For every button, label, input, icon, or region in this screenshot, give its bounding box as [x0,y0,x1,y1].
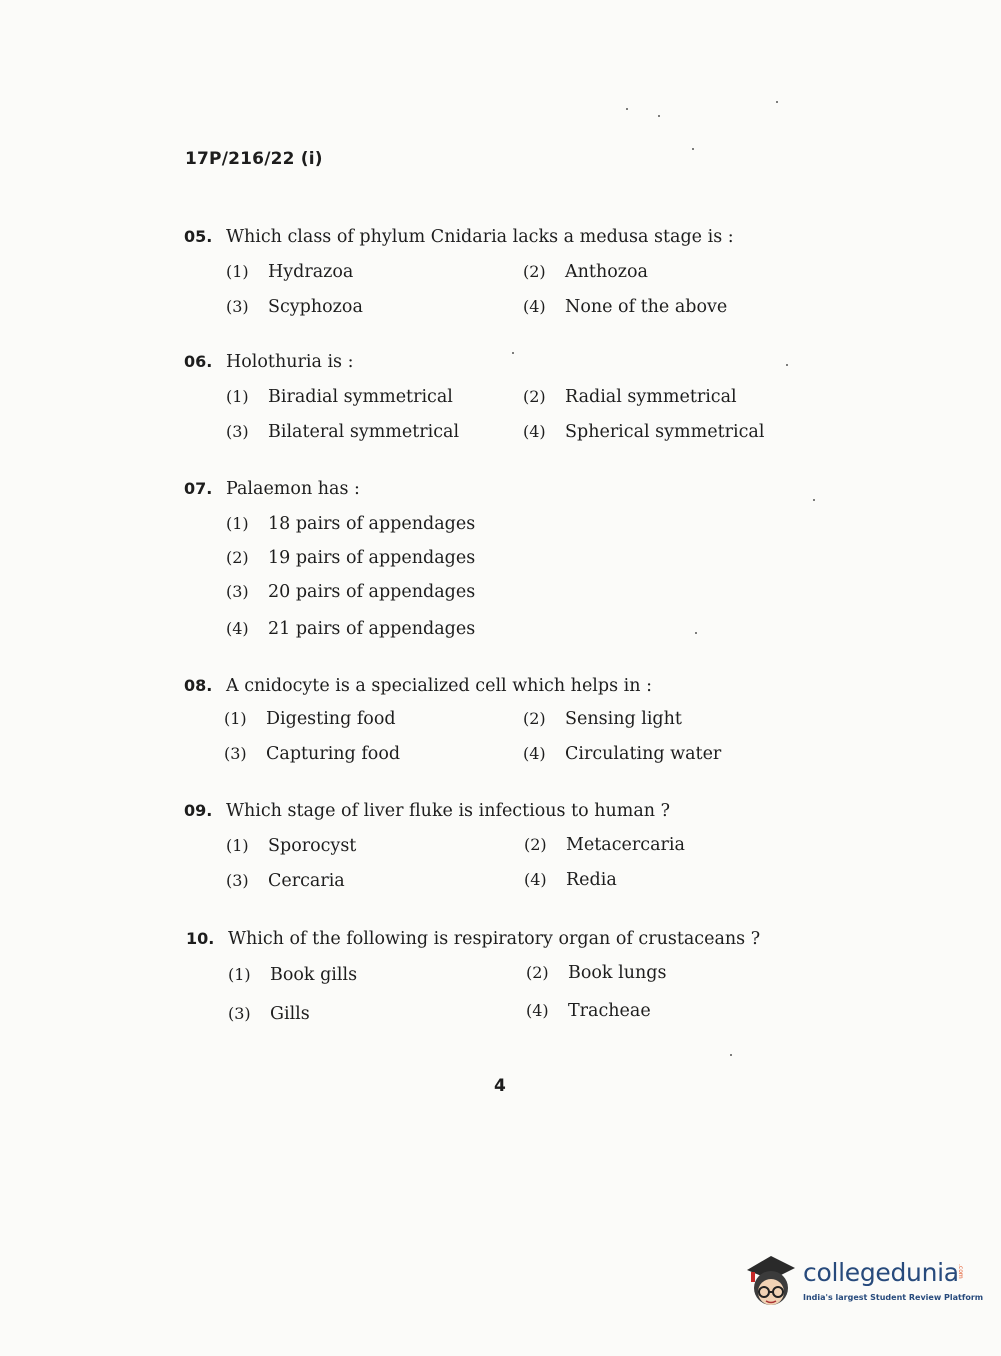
question-text: Which of the following is respiratory organ of crustaceans ? [228,929,761,949]
option-4 [524,869,617,891]
option-1 [228,964,357,986]
option-2 [524,834,685,856]
question-text: Which stage of liver fluke is infectious to human ? [226,801,671,821]
scan-speck [776,101,778,103]
paper-code: 17P/216/22 (i) [185,149,323,169]
question-text: Holothuria is : [226,352,354,372]
option-number: (2) [523,262,546,281]
option-4 [523,421,764,443]
option-4 [526,1000,651,1022]
option-text: 18 pairs of appendages [268,514,476,534]
option-text: Hydrazoa [268,262,354,282]
option-1 [226,386,453,408]
option-3 [228,1003,310,1025]
option-number: (1) [226,514,249,533]
option-text: None of the above [565,297,728,317]
option-number: (3) [226,422,249,441]
option-text: Radial symmetrical [565,387,737,407]
option-text: Sporocyst [268,836,357,856]
option-text: Spherical symmetrical [565,422,765,442]
question-number: 08. [184,676,213,695]
option-number: (1) [224,709,247,728]
question-number: 06. [184,352,213,371]
question-07 [184,478,824,639]
brand-name: collegedunia [803,1258,959,1287]
option-1 [224,708,396,730]
option-number: (3) [226,582,249,601]
question-number: 07. [184,479,213,498]
question-text: Which class of phylum Cnidaria lacks a medusa stage is : [226,227,734,247]
option-3 [226,296,363,318]
option-number: (3) [224,744,247,763]
option-3 [226,421,459,443]
option-number: (3) [228,1004,251,1023]
option-text: Cercaria [268,871,345,891]
student-mascot-icon [741,1252,799,1310]
scan-speck [730,1054,732,1056]
option-number: (3) [226,871,249,890]
option-text: Digesting food [266,709,396,729]
option-text: Gills [270,1004,310,1024]
option-4 [226,618,475,640]
brand-tagline: India's largest Student Review Platform [803,1293,984,1302]
option-1 [226,261,353,283]
option-number: (4) [524,870,547,889]
option-number: (1) [228,965,251,984]
option-number: (4) [526,1001,549,1020]
option-text: 20 pairs of appendages [268,582,476,602]
option-number: (2) [526,963,549,982]
question-10 [186,928,826,1024]
option-3 [226,581,475,603]
option-text: Book gills [270,965,358,985]
option-2 [523,386,737,408]
question-text: Palaemon has : [226,479,360,499]
question-number: 05. [184,227,213,246]
option-text: Circulating water [565,744,722,764]
option-text: Biradial symmetrical [268,387,453,407]
option-1 [226,513,475,535]
option-text: Redia [566,870,617,890]
option-number: (2) [226,548,249,567]
option-number: (1) [226,387,249,406]
option-2 [523,708,682,730]
option-text: 21 pairs of appendages [268,619,476,639]
option-number: (1) [226,836,249,855]
question-text: A cnidocyte is a specialized cell which helps in : [226,676,652,696]
option-2 [523,261,648,283]
option-4 [523,296,727,318]
scan-speck [695,632,697,634]
collegedunia-logo [741,1252,984,1312]
brand-suffix: .com [957,1264,964,1279]
option-text: Scyphozoa [268,297,363,317]
option-number: (2) [523,709,546,728]
option-2 [526,962,666,984]
option-text: Metacercaria [566,835,685,855]
option-text: Book lungs [568,963,667,983]
option-text: Capturing food [266,744,401,764]
question-number: 10. [186,929,215,948]
option-number: (4) [523,422,546,441]
option-number: (4) [523,297,546,316]
page-number: 4 [494,1076,506,1096]
option-number: (3) [226,297,249,316]
scan-speck [658,115,660,117]
option-text: Sensing light [565,709,682,729]
option-text: 19 pairs of appendages [268,548,476,568]
option-number: (2) [523,387,546,406]
question-09 [184,800,824,891]
option-number: (2) [524,835,547,854]
option-number: (4) [523,744,546,763]
scan-speck [626,108,628,110]
question-06 [184,351,824,442]
option-number: (4) [226,619,249,638]
option-2 [226,547,475,569]
question-05 [184,226,824,317]
option-3 [226,870,345,892]
question-number: 09. [184,801,213,820]
option-1 [226,835,356,857]
option-number: (1) [226,262,249,281]
option-text: Tracheae [568,1001,651,1021]
option-text: Bilateral symmetrical [268,422,460,442]
scan-speck [692,148,694,150]
option-3 [224,743,400,765]
option-text: Anthozoa [565,262,648,282]
option-4 [523,743,721,765]
question-08 [184,675,824,764]
